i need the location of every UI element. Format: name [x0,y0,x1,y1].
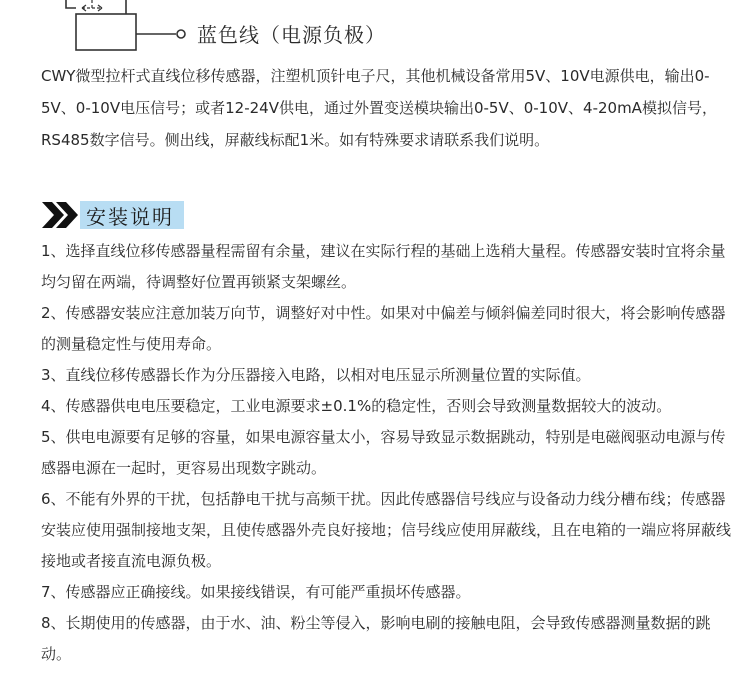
double-chevron-right-icon [38,200,82,230]
list-item: 3、直线位移传感器长作为分压器接入电路，以相对电压显示所测量位置的实际值。 [41,366,591,384]
list-item: 2、传感器安装应注意加装万向节，调整好对中性。如果对中偏差与倾斜偏差同时很大，将会影响传感器的测量稳定性与使用寿命。 [41,304,726,353]
install-instructions-list [41,236,731,670]
blue-wire-label: 蓝色线（电源负极） [197,23,386,47]
list-item: 5、供电电源要有足够的容量，如果电源容量太小，容易导致显示数据跳动，特别是电磁阀驱动电源与传感器电源在一起时，更容易出现数字跳动。 [41,428,726,477]
list-item: 7、传感器应正确接线。如果接线错误，有可能严重损坏传感器。 [41,583,471,601]
list-item: 1、选择直线位移传感器量程需留有余量，建议在实际行程的基础上选稍大量程。传感器安装时宜将余量均匀留在两端，待调整好位置再锁紧支架螺丝。 [41,242,726,291]
terminal-circle-icon [177,30,185,38]
wiring-diagram [0,0,750,60]
list-item: 4、传感器供电电压要稳定，工业电源要求±0.1%的稳定性，否则会导致测量数据较大的波动。 [41,397,672,415]
resistor-body [76,14,136,50]
section-title: 安装说明 [86,204,174,229]
section-header [38,200,184,230]
list-item: 8、长期使用的传感器，由于水、油、粉尘等侵入，影响电刷的接触电阻，会导致传感器测量数据的跳动。 [41,614,711,663]
lead-wire-left [66,0,76,8]
product-description: CWY微型拉杆式直线位移传感器，注塑机顶针电子尺，其他机械设备常用5V、10V电源供电，输出0-5V、0-10V电压信号；或者12-24V供电，通过外置变送模块输出0-5V、0-10V、4-20mA模拟信号，RS485数字信号。侧出线，屏蔽线标配1米。如有特殊要求请联系我们说明。 [41,67,717,149]
list-item: 6、不能有外界的干扰，包括静电干扰与高频干扰。因此传感器信号线应与设备动力线分槽布线；传感器安装应使用强制接地支架，且使传感器外壳良好接地；信号线应使用屏蔽线，且在电箱的一端应将屏蔽线接地或者接直流电源负极。 [41,490,732,570]
section-title-box [80,201,184,229]
